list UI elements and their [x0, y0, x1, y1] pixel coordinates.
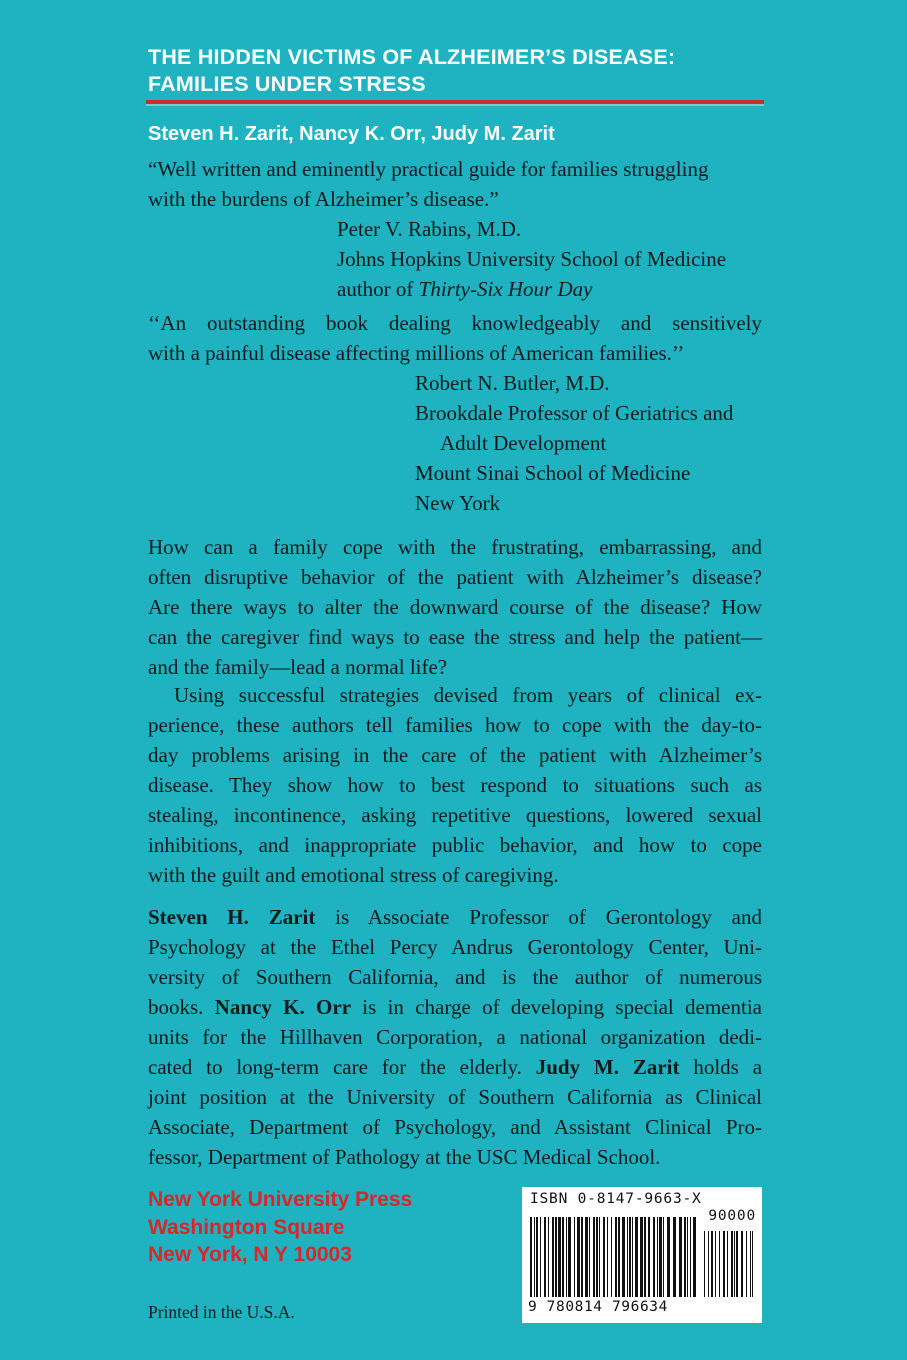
author-name-orr: Nancy K. Orr	[214, 995, 352, 1019]
description-paragraph-2	[148, 680, 762, 890]
quote-line: with the burdens of Alzheimer’s disease.”	[148, 187, 499, 211]
paragraph-line: with the guilt and emotional stress of caregiving.	[148, 863, 559, 887]
paragraph-line: Using successful strategies devised from years of clinical ex-	[174, 683, 762, 707]
paragraph-line: often disruptive behavior of the patient with Alzheimer’s disease?	[148, 565, 762, 589]
publisher-line: New York, N Y 10003	[148, 1243, 352, 1266]
quote-attrib-line: Mount Sinai School of Medicine	[415, 461, 691, 485]
bio-line: joint position at the University of Southern California as Clinical	[148, 1085, 762, 1109]
bio-text: books.	[148, 995, 215, 1019]
description-paragraph-1	[148, 532, 762, 682]
quote-attrib-line: Brookdale Professor of Geriatrics and	[415, 401, 734, 425]
publisher-line: Washington Square	[148, 1215, 345, 1239]
paragraph-line: How can a family cope with the frustrating, embarrassing, and	[148, 535, 762, 559]
paragraph-line: disease. They show how to best respond to situations such as	[148, 773, 762, 797]
title-line: THE HIDDEN VICTIMS OF ALZHEIMER’S DISEASE:	[148, 45, 676, 69]
bio-line	[148, 1052, 762, 1082]
paragraph-line: can the caregiver find ways to ease the stress and help the patient—	[148, 625, 762, 649]
publisher-line: New York University Press	[148, 1188, 413, 1211]
quote-attrib-line: Adult Development	[440, 431, 607, 455]
quote-attrib-prefix: author of	[337, 277, 419, 301]
price-code: 90000	[708, 1208, 756, 1224]
paragraph-line: Are there ways to alter the downward course of the disease? How	[148, 595, 762, 619]
book-title	[148, 44, 788, 98]
barcode-icon	[528, 1211, 756, 1299]
author-name-zarit-s: Steven H. Zarit	[148, 905, 316, 929]
quote-attrib-name: Peter V. Rabins, M.D.	[337, 217, 522, 241]
quote-attrib-line: New York	[415, 491, 501, 515]
quote-attrib-line: Robert N. Butler, M.D.	[415, 371, 610, 395]
paragraph-line: perience, these authors tell families how to cope with the day-to-	[148, 713, 762, 737]
bio-line: Associate, Department of Psychology, and Assistant Clinical Pro-	[148, 1115, 762, 1139]
bio-text: holds a	[679, 1055, 763, 1079]
bio-text: is in charge of developing special dementia	[351, 995, 762, 1019]
quote-attrib-org: Johns Hopkins University School of Medicine	[337, 247, 727, 271]
printed-in: Printed in the U.S.A.	[148, 1302, 295, 1322]
bio-text: cated to long-term care for the elderly.	[148, 1055, 536, 1079]
paragraph-line: day problems arising in the care of the patient with Alzheimer’s	[148, 743, 762, 767]
publisher-block	[148, 1186, 412, 1269]
bio-line: Psychology at the Ethel Percy Andrus Gerontology Center, Uni-	[148, 935, 762, 959]
author-bios	[148, 902, 762, 1172]
author-name-zarit-j: Judy M. Zarit	[535, 1055, 680, 1079]
quote-line: “Well written and eminently practical guide for families struggling	[148, 157, 709, 181]
ean-digits: 9 780814 796634	[528, 1299, 668, 1315]
quote-line: with a painful disease affecting millions of American families.’’	[148, 341, 685, 365]
authors: Steven H. Zarit, Nancy K. Orr, Judy M. Zarit	[148, 123, 555, 145]
title-line: FAMILIES UNDER STRESS	[148, 72, 426, 96]
isbn-label: ISBN 0-8147-9663-X	[530, 1191, 702, 1207]
bio-line: units for the Hillhaven Corporation, a national organization dedi-	[148, 1025, 762, 1049]
bio-line	[148, 902, 762, 932]
bio-line	[148, 992, 762, 1022]
paragraph-line: and the family—lead a normal life?	[148, 655, 448, 679]
quote-line	[148, 308, 762, 338]
bio-line: fessor, Department of Pathology at the USC Medical School.	[148, 1145, 661, 1169]
book-title-italic: Thirty-Six Hour Day	[418, 277, 593, 301]
quote-attrib-book	[337, 274, 592, 304]
quote-line-text: ‘‘An outstanding book dealing knowledgeably and sensitively	[148, 311, 762, 335]
title-divider	[146, 100, 764, 104]
bio-text: is Associate Professor of Gerontology and	[315, 905, 762, 929]
paragraph-line: inhibitions, and inappropriate public behavior, and how to cope	[148, 833, 762, 857]
paragraph-line: stealing, incontinence, asking repetitive questions, lowered sexual	[148, 803, 762, 827]
bio-line: versity of Southern California, and is the author of numerous	[148, 965, 762, 989]
barcode-panel	[522, 1187, 762, 1323]
